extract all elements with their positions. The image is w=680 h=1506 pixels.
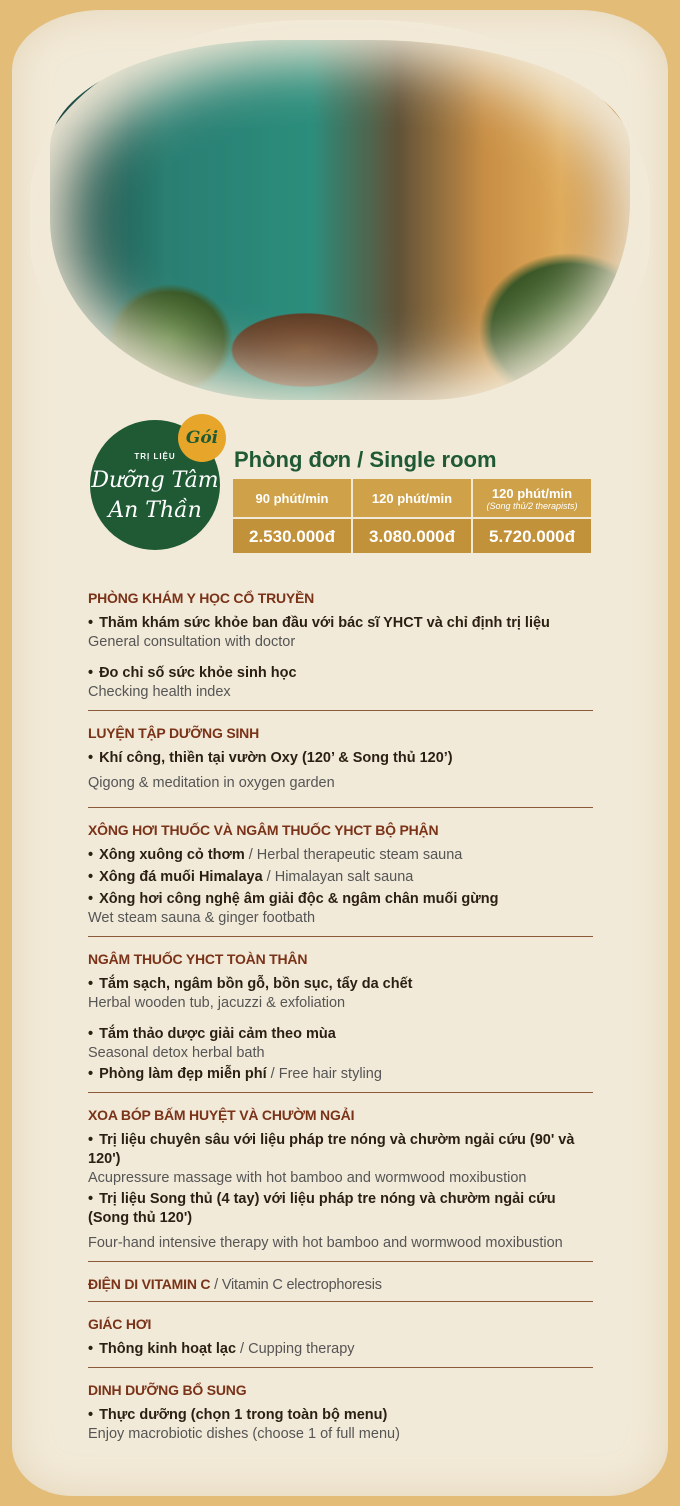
- price-header-sub: (Song thủ/2 therapists): [486, 500, 578, 511]
- service-vi: Xông xuông cỏ thơm: [99, 847, 245, 863]
- service-vi: Trị liệu chuyên sâu với liệu pháp tre nóng và chườm ngải cứu (90' và 120'): [88, 1132, 575, 1167]
- service-en-inline: / Free hair styling: [266, 1066, 382, 1082]
- service-vi: Khí công, thiền tại vườn Oxy (120’ & Song thủ 120’): [99, 750, 453, 766]
- service-item: • Xông đá muối Himalaya / Himalayan salt sauna: [88, 869, 414, 885]
- price-90: 2.530.000đ: [232, 518, 352, 554]
- services-list: [88, 590, 593, 1450]
- divider: [88, 936, 593, 937]
- service-vi: Xông hơi công nghệ âm giải độc & ngâm chân muối gừng: [99, 891, 499, 907]
- price-table: [232, 478, 592, 554]
- service-en: Checking health index: [88, 684, 231, 700]
- service-item: • Trị liệu chuyên sâu với liệu pháp tre nóng và chườm ngải cứu (90' và 120'): [88, 1132, 575, 1167]
- service-vi: Thực dưỡng (chọn 1 trong toàn bộ menu): [99, 1407, 388, 1423]
- service-item: • Xông hơi công nghệ âm giải độc & ngâm chân muối gừng: [88, 891, 499, 907]
- price-120: 3.080.000đ: [352, 518, 472, 554]
- section-title: XOA BÓP BẤM HUYỆT VÀ CHƯỜM NGẢI: [88, 1107, 355, 1123]
- service-item: • Thực dưỡng (chọn 1 trong toàn bộ menu): [88, 1407, 388, 1423]
- price-header-120-two: [472, 478, 592, 518]
- service-en-inline: / Himalayan salt sauna: [262, 869, 414, 885]
- divider: [88, 1092, 593, 1093]
- price-120-two: 5.720.000đ: [472, 518, 592, 554]
- service-en: Enjoy macrobiotic dishes (choose 1 of full menu): [88, 1426, 400, 1442]
- service-item: • Phòng làm đẹp miễn phí / Free hair styling: [88, 1066, 382, 1082]
- spa-room-photo: [50, 40, 630, 400]
- section-title: GIÁC HƠI: [88, 1316, 152, 1332]
- price-header-label: 90 phút/min: [255, 490, 329, 506]
- badge-name-line2: An Thần: [108, 498, 202, 523]
- divider: [88, 1261, 593, 1262]
- service-vi: Tắm sạch, ngâm bồn gỗ, bồn sục, tẩy da chết: [99, 976, 413, 992]
- section-title-vi: ĐIỆN DI VITAMIN C: [88, 1276, 211, 1292]
- badge-name-line1: Dưỡng Tâm: [91, 468, 219, 493]
- price-value-row: [232, 518, 592, 554]
- service-item: • Đo chỉ số sức khỏe sinh học: [88, 665, 297, 681]
- service-en-inline: / Cupping therapy: [236, 1341, 355, 1357]
- price-header-120: [352, 478, 472, 518]
- divider: [88, 807, 593, 808]
- service-vi: Tắm thảo dược giải cảm theo mùa: [99, 1026, 336, 1042]
- section-title: DINH DƯỠNG BỔ SUNG: [88, 1382, 247, 1398]
- service-en: General consultation with doctor: [88, 634, 296, 650]
- service-en: Wet steam sauna & ginger footbath: [88, 910, 316, 926]
- service-item: • Thông kinh hoạt lạc / Cupping therapy: [88, 1341, 355, 1357]
- service-en: Qigong & meditation in oxygen garden: [88, 775, 335, 791]
- service-vi: Thăm khám sức khỏe ban đầu với bác sĩ YHCT và chỉ định trị liệu: [99, 615, 550, 631]
- price-header-row: [232, 478, 592, 518]
- section-title: NGÂM THUỐC YHCT TOÀN THÂN: [88, 951, 308, 967]
- price-header-90: [232, 478, 352, 518]
- section-title: XÔNG HƠI THUỐC VÀ NGÂM THUỐC YHCT BỘ PHẬN: [88, 822, 439, 838]
- service-item: • Tắm sạch, ngâm bồn gỗ, bồn sục, tẩy da chết: [88, 976, 413, 992]
- service-en-inline: / Herbal therapeutic steam sauna: [244, 847, 463, 863]
- service-vi: Thông kinh hoạt lạc: [99, 1341, 237, 1357]
- service-vi: Đo chỉ số sức khỏe sinh học: [99, 665, 297, 681]
- service-en: Acupressure massage with hot bamboo and wormwood moxibustion: [88, 1170, 527, 1186]
- service-en: Seasonal detox herbal bath: [88, 1045, 265, 1061]
- room-title: Phòng đơn / Single room: [234, 447, 497, 472]
- price-header-label: 120 phút/min: [371, 490, 453, 506]
- service-vi: Phòng làm đẹp miễn phí: [99, 1066, 267, 1082]
- divider: [88, 1301, 593, 1302]
- package-badge: [90, 420, 220, 550]
- section-title: PHÒNG KHÁM Y HỌC CỔ TRUYỀN: [88, 590, 315, 606]
- price-header-label: 120 phút/min: [491, 485, 573, 501]
- service-en: Herbal wooden tub, jacuzzi & exfoliation: [88, 995, 346, 1011]
- divider: [88, 1367, 593, 1368]
- section-title-en: / Vitamin C electrophoresis: [210, 1277, 382, 1293]
- service-item: • Thăm khám sức khỏe ban đầu với bác sĩ YHCT và chỉ định trị liệu: [88, 615, 550, 631]
- divider: [88, 710, 593, 711]
- service-en: Four-hand intensive therapy with hot bamboo and wormwood moxibustion: [88, 1235, 563, 1251]
- badge-goi: Gói: [178, 414, 226, 462]
- service-item: • Tắm thảo dược giải cảm theo mùa: [88, 1026, 336, 1042]
- section-title: [88, 1276, 593, 1293]
- section-title: LUYỆN TẬP DƯỠNG SINH: [88, 725, 259, 741]
- badge-tri-lieu: TRỊ LIỆU: [134, 452, 176, 461]
- service-item: • Xông xuông cỏ thơm / Herbal therapeutic steam sauna: [88, 847, 463, 863]
- service-vi: Xông đá muối Himalaya: [99, 869, 263, 885]
- service-vi: Trị liệu Song thủ (4 tay) với liệu pháp tre nóng và chườm ngải cứu (Song thủ 120'): [88, 1191, 556, 1226]
- service-item: • Khí công, thiền tại vườn Oxy (120’ & Song thủ 120’): [88, 750, 453, 766]
- service-item: • Trị liệu Song thủ (4 tay) với liệu pháp tre nóng và chườm ngải cứu (Song thủ 120'): [88, 1191, 556, 1226]
